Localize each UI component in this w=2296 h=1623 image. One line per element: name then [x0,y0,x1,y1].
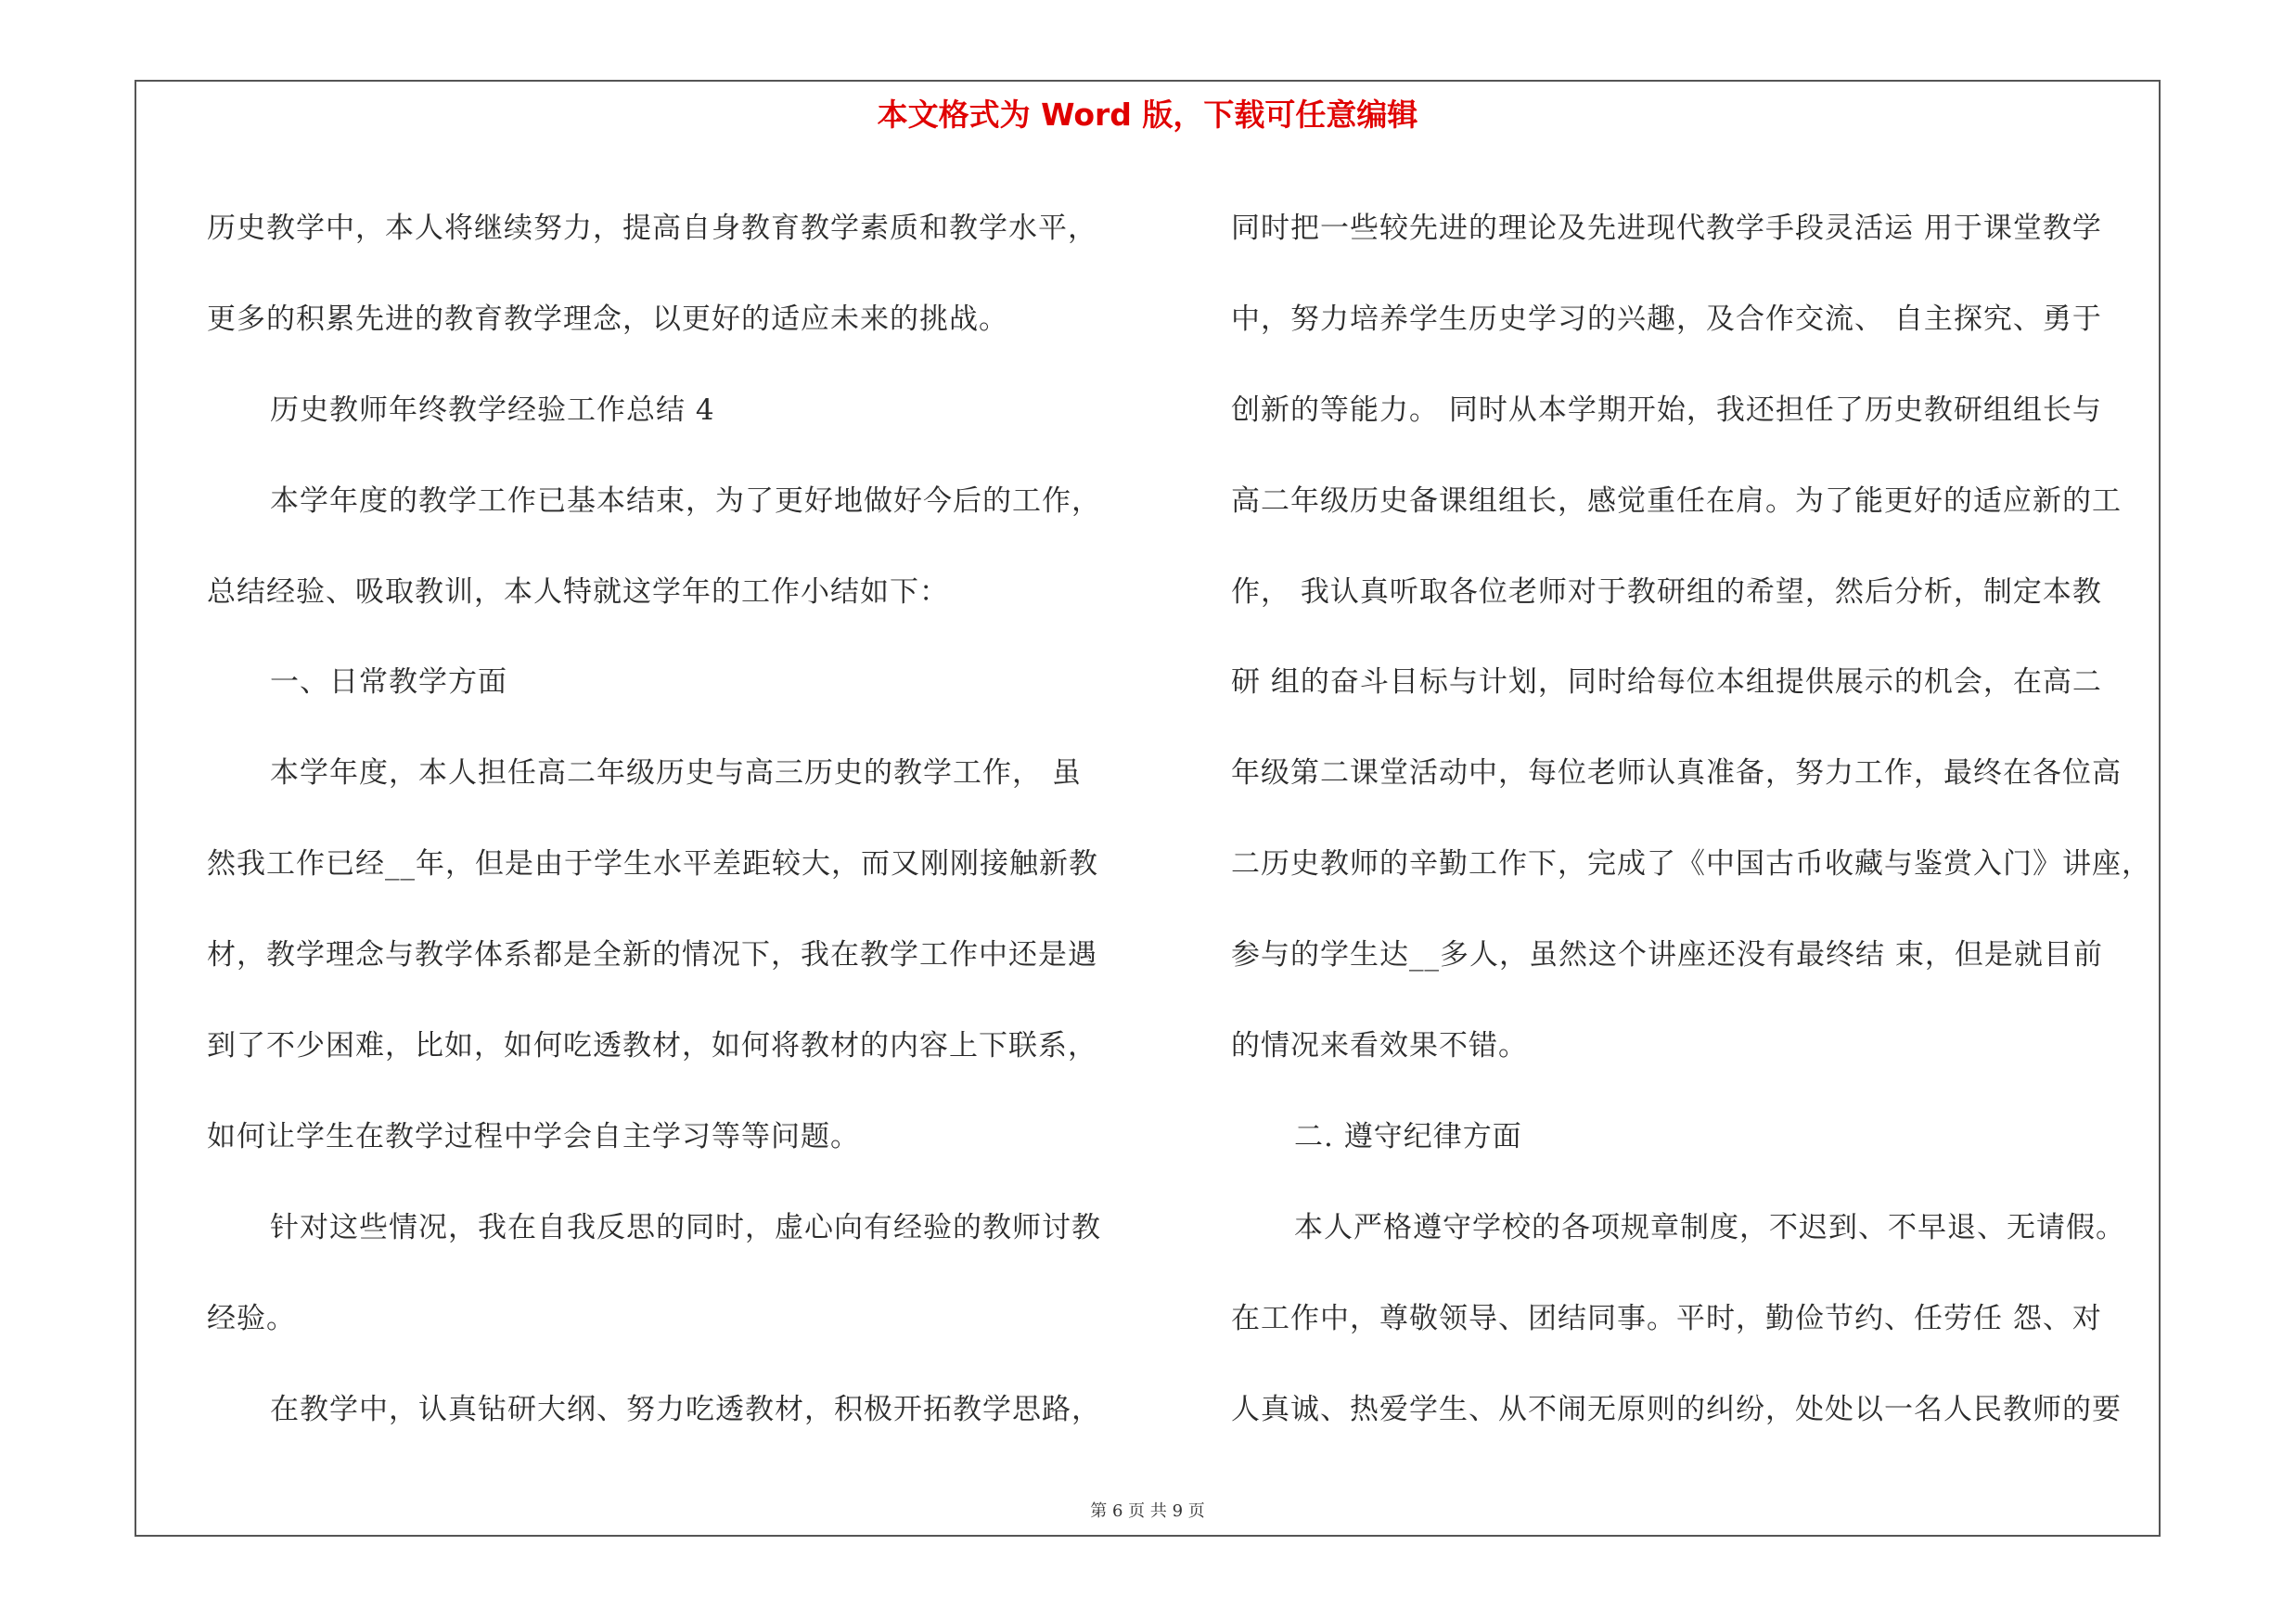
text-line: 本人严格遵守学校的各项规章制度，不迟到、不早退、无请假。 [1294,1210,2125,1244]
text-line: 同时把一些较先进的理论及先进现代教学手段灵活运 用于课堂教学 [1231,212,2102,245]
text-line: 到了不少困难，比如，如何吃透教材，如何将教材的内容上下联系， [207,1029,1097,1063]
right-column [1231,184,2159,1455]
text-line: 参与的学生达__多人，虽然这个讲座还没有最终结 束，但是就目前 [1231,938,2103,973]
text-line: 高二年级历史备课组组长，感觉重任在肩。为了能更好的适应新的工 [1231,483,2122,518]
text-line: 的情况来看效果不错。 [1231,1029,1528,1063]
text-line: 历史教师年终教学经验工作总结 4 [270,393,715,427]
text-line: 本学年度的教学工作已基本结束，为了更好地做好今后的工作， [270,483,1101,518]
text-line: 在工作中，尊敬领导、团结同事。平时，勤俭节约、任劳任 怨、对 [1231,1301,2102,1335]
text-line: 针对这些情况，我在自我反思的同时，虚心向有经验的教师讨教 [270,1210,1101,1244]
page-number: 第 6 页 共 9 页 [1090,1501,1205,1521]
text-line: 作， 我认真听取各位老师对于教研组的希望，然后分析，制定本教 [1231,574,2102,609]
text-line: 然我工作已经__年，但是由于学生水平差距较大，而又刚刚接触新教 [207,847,1098,882]
text-line: 二历史教师的辛勤工作下，完成了《中国古币收藏与鉴赏入门》讲座， [1231,847,2151,882]
text-line: 人真诚、热爱学生、从不闹无原则的纠纷，处处以一名人民教师的要 [1231,1392,2122,1426]
text-line: 本学年度，本人担任高二年级历史与高三历史的教学工作， 虽 [270,756,1082,791]
text-line: 中，努力培养学生历史学习的兴趣，及合作交流、 自主探究、勇于 [1231,302,2102,336]
left-column [207,184,1135,1455]
text-line: 历史教学中，本人将继续努力，提高自身教育教学素质和教学水平， [207,212,1097,245]
text-line: 一、日常教学方面 [270,665,507,700]
text-line: 总结经验、吸取教训，本人特就这学年的工作小结如下： [207,574,949,609]
text-line: 创新的等能力。 同时从本学期开始，我还担任了历史教研组组长与 [1231,393,2102,427]
text-line: 材，教学理念与教学体系都是全新的情况下，我在教学工作中还是遇 [207,938,1097,973]
text-line: 在教学中，认真钻研大纲、努力吃透教材，积极开拓教学思路， [270,1392,1101,1426]
text-line: 如何让学生在教学过程中学会自主学习等等问题。 [207,1119,860,1153]
page-frame [135,80,2161,1537]
text-line: 更多的积累先进的教育教学理念，以更好的适应未来的挑战。 [207,302,1008,336]
text-line: 研 组的奋斗目标与计划，同时给每位本组提供展示的机会，在高二 [1231,665,2102,700]
format-banner: 本文格式为 Word 版，下载可任意编辑 [877,97,1418,133]
text-line: 二. 遵守纪律方面 [1294,1119,1522,1153]
text-line: 经验。 [207,1301,296,1335]
text-line: 年级第二课堂活动中，每位老师认真准备，努力工作，最终在各位高 [1231,756,2122,791]
